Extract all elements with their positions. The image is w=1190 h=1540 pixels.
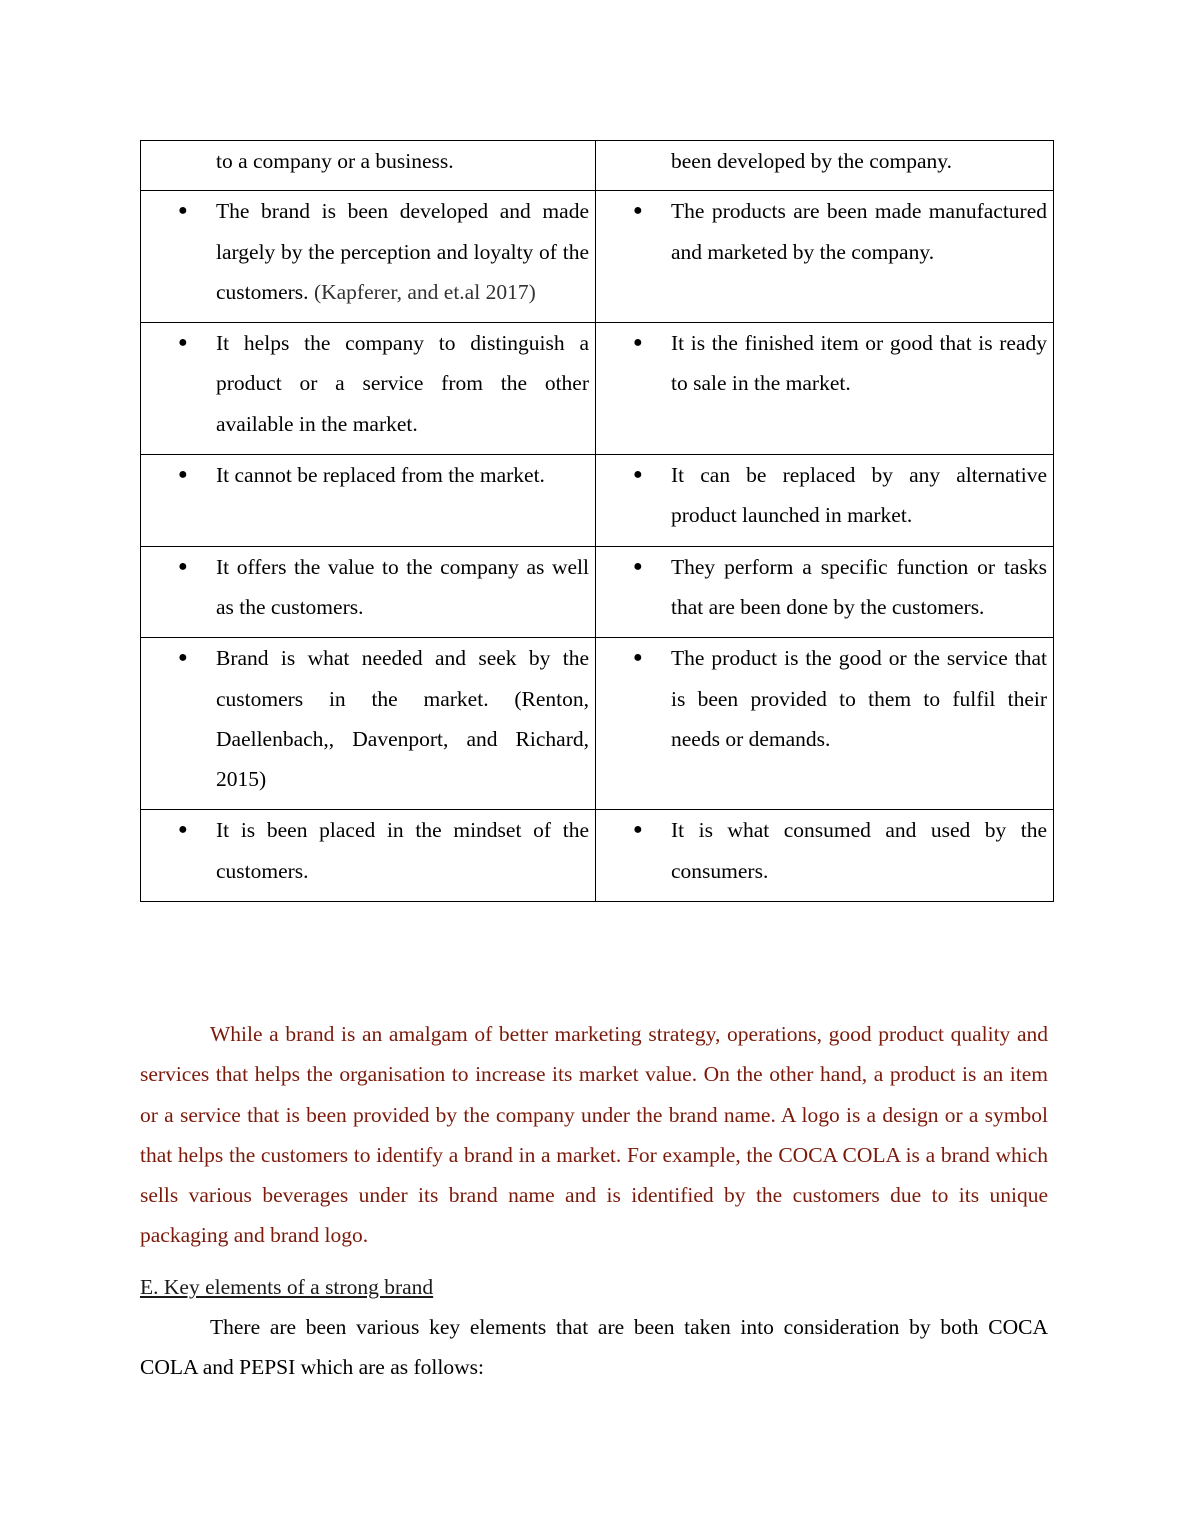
cell-text: It helps the company to distinguish a product or a service from the other available in the market. — [216, 331, 589, 436]
table-cell-product — [596, 323, 1054, 455]
bullet-icon: ● — [633, 557, 643, 575]
citation: (Kapferer, and et.al 2017) — [313, 279, 536, 304]
bullet-icon: ● — [633, 466, 643, 484]
table-cell-product — [596, 546, 1054, 638]
table-cell-brand — [141, 191, 596, 323]
cell-text: It cannot be replaced from the market. — [216, 463, 545, 488]
cell-text: Brand is what needed and seek by the customers in the market. (Renton, Daellenbach,, Davenport, and Richard, 2015) — [216, 646, 589, 792]
bullet-icon: ● — [178, 821, 188, 839]
bullet-icon: ● — [178, 466, 188, 484]
bullet-icon: ● — [178, 202, 188, 220]
table-cell-brand — [141, 638, 596, 810]
cell-text: The brand is been developed and made largely by the perception and loyalty of the customers. — [216, 199, 589, 304]
bullet-icon: ● — [178, 334, 188, 352]
brand-summary-paragraph: While a brand is an amalgam of better marketing strategy, operations, good product quality and services that helps the organisation to increase its market value. On the other hand, a product is an item or a service that is been provided by the company under the brand name. A logo is a design or a symbol that helps the customers to identify a brand in a market. For example, the COCA COLA is a brand which sells various beverages under its brand name and is identified by the customers due to its unique packaging and brand logo. — [140, 1022, 1048, 1248]
table-cell-brand — [141, 141, 596, 191]
table-cell-brand — [141, 455, 596, 547]
bullet-icon: ● — [633, 202, 643, 220]
table-row — [141, 323, 1054, 455]
table-cell-brand — [141, 323, 596, 455]
cell-text: It is what consumed and used by the consumers. — [671, 818, 1047, 883]
table-row — [141, 191, 1054, 323]
cell-text: It can be replaced by any alternative product launched in market. — [671, 463, 1047, 528]
bullet-icon: ● — [178, 649, 188, 667]
cell-text: The product is the good or the service that is been provided to them to fulfil their needs or demands. — [671, 646, 1047, 751]
cell-text: been developed by the company. — [671, 149, 952, 173]
table-row — [141, 455, 1054, 547]
table-row — [141, 141, 1054, 191]
cell-text: They perform a specific function or tasks that are been done by the customers. — [671, 554, 1047, 619]
table-cell-product — [596, 455, 1054, 547]
bullet-icon: ● — [633, 334, 643, 352]
table-cell-product — [596, 191, 1054, 323]
table-row — [141, 546, 1054, 638]
brand-vs-product-table — [140, 140, 1054, 902]
cell-text: to a company or a business. — [216, 149, 454, 173]
table-cell-brand — [141, 546, 596, 638]
table-cell-product — [596, 141, 1054, 191]
bullet-icon: ● — [178, 557, 188, 575]
cell-text: It is the finished item or good that is ready to sale in the market. — [671, 331, 1047, 396]
section-heading: E. Key elements of a strong brand — [140, 1275, 434, 1299]
cell-text: The products are been made manufactured and marketed by the company. — [671, 199, 1047, 264]
body-paragraph: There are been various key elements that are been taken into consideration by both COCA COLA and PEPSI which are as follows: — [140, 1315, 1048, 1380]
bullet-icon: ● — [633, 821, 643, 839]
table-row — [141, 810, 1054, 902]
cell-text: It is been placed in the mindset of the customers. — [216, 818, 589, 883]
table-cell-brand — [141, 810, 596, 902]
table-cell-product — [596, 638, 1054, 810]
table-cell-product — [596, 810, 1054, 902]
cell-text: It offers the value to the company as well as the customers. — [216, 554, 589, 619]
table-row — [141, 638, 1054, 810]
bullet-icon: ● — [633, 649, 643, 667]
